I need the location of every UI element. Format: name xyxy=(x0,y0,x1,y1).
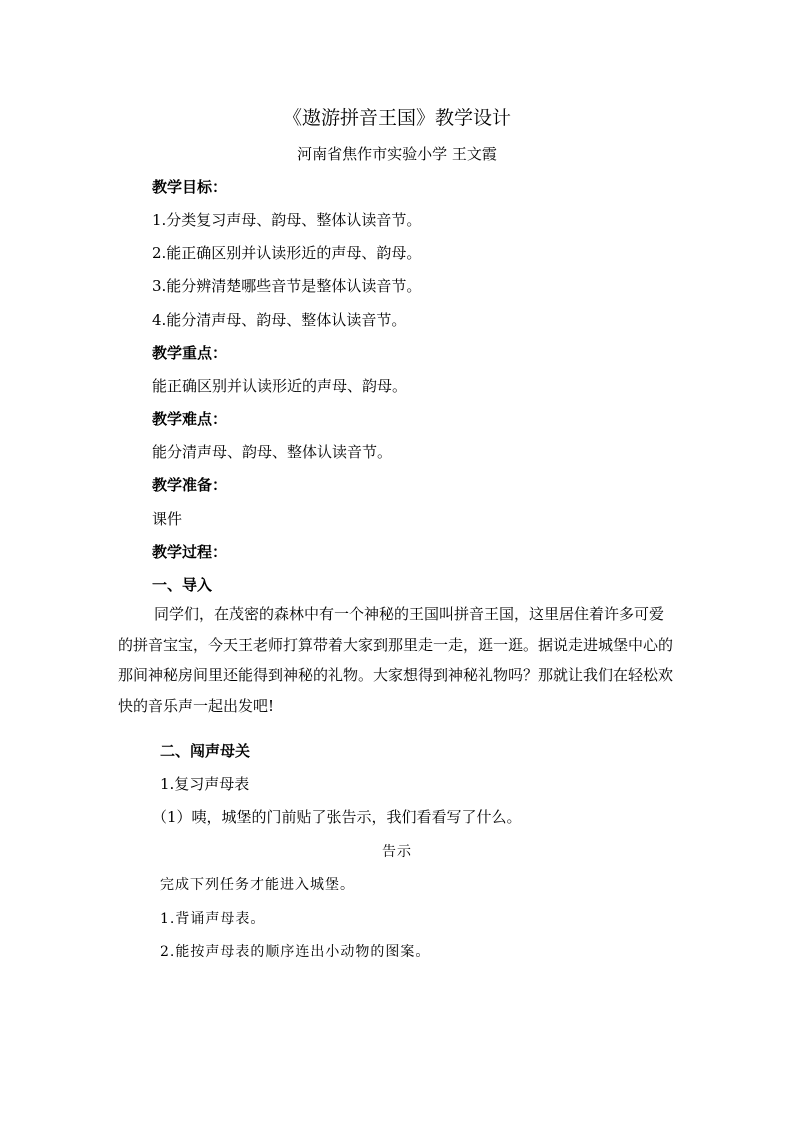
notice-item: 2.能按声母表的顺序连出小动物的图案。 xyxy=(160,944,431,960)
section-initials-heading: 二、闯声母关 xyxy=(160,742,251,760)
objective-item: 2.能正确区别并认读形近的声母、韵母。 xyxy=(152,244,422,262)
objective-item: 3.能分辨清楚哪些音节是整体认读音节。 xyxy=(152,277,422,295)
key-points-text: 能正确区别并认读形近的声母、韵母。 xyxy=(152,377,408,395)
key-points-heading: 教学重点： xyxy=(152,344,228,362)
subsection-notice-intro: （1）咦，城堡的门前贴了张告示，我们看看写了什么。 xyxy=(152,808,522,826)
preparation-text: 课件 xyxy=(152,510,183,528)
author-line: 河南省焦作市实验小学 王文霞 xyxy=(297,145,497,163)
subsection-review-initials: 1.复习声母表 xyxy=(160,775,250,793)
section-intro-heading: 一、导入 xyxy=(152,576,213,594)
objectives-heading: 教学目标： xyxy=(152,178,228,196)
document-title: 《遨游拼音王国》教学设计 xyxy=(282,107,511,129)
notice-title: 告示 xyxy=(382,844,412,860)
preparation-heading: 教学准备： xyxy=(152,476,228,494)
process-heading: 教学过程： xyxy=(152,543,228,561)
difficulties-text: 能分清声母、韵母、整体认读音节。 xyxy=(152,443,393,461)
objective-item: 4.能分清声母、韵母、整体认读音节。 xyxy=(152,311,407,329)
intro-paragraph: 同学们，在茂密的森林中有一个神秘的王国叫拼音王国，这里居住着许多可爱的拼音宝宝，今天王老师打算带着大家到那里走一走，逛一逛。据说走进城堡中心的那间神秘房间里还能得到神秘的礼物。大家想得到神秘礼物吗？那就让我们在轻松欢快的音乐声一起出发吧! xyxy=(118,605,674,715)
difficulties-heading: 教学难点： xyxy=(152,410,228,428)
notice-item: 1.背诵声母表。 xyxy=(160,911,266,927)
objective-item: 1.分类复习声母、韵母、整体认读音节。 xyxy=(152,211,422,229)
notice-intro: 完成下列任务才能进入城堡。 xyxy=(160,877,355,893)
